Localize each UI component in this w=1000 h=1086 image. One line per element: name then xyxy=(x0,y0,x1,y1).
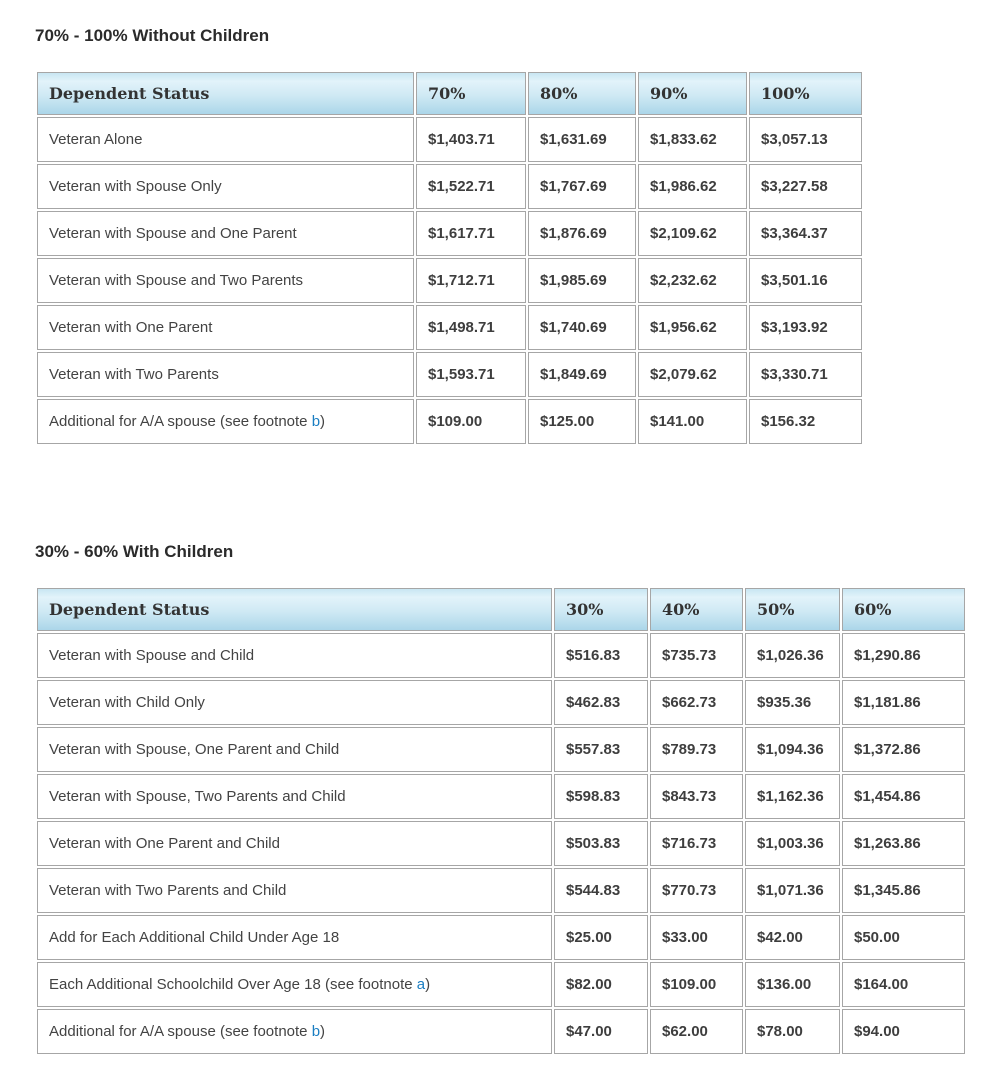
rate-value: $2,232.62 xyxy=(638,258,747,303)
rate-value: $3,227.58 xyxy=(749,164,862,209)
row-label: Veteran with Spouse, One Parent and Child xyxy=(37,727,552,772)
table-row xyxy=(37,821,965,866)
table-row xyxy=(37,680,965,725)
rate-value: $1,593.71 xyxy=(416,352,526,397)
row-label: Veteran Alone xyxy=(37,117,414,162)
rate-table-with-children xyxy=(35,586,967,1056)
rate-value: $3,330.71 xyxy=(749,352,862,397)
table-row xyxy=(37,915,965,960)
rate-value: $62.00 xyxy=(650,1009,743,1054)
rate-value: $3,193.92 xyxy=(749,305,862,350)
rate-value: $1,403.71 xyxy=(416,117,526,162)
table-row xyxy=(37,164,862,209)
column-header-70-percent: 70% xyxy=(416,72,526,115)
rate-value: $136.00 xyxy=(745,962,840,1007)
rate-value: $82.00 xyxy=(554,962,648,1007)
rate-value: $1,498.71 xyxy=(416,305,526,350)
rate-value: $598.83 xyxy=(554,774,648,819)
rate-value: $935.36 xyxy=(745,680,840,725)
row-label: Veteran with Spouse and Two Parents xyxy=(37,258,414,303)
header-row xyxy=(37,72,862,115)
table-row xyxy=(37,1009,965,1054)
rate-value: $789.73 xyxy=(650,727,743,772)
rate-value: $42.00 xyxy=(745,915,840,960)
column-header-50-percent: 50% xyxy=(745,588,840,631)
rate-value: $770.73 xyxy=(650,868,743,913)
table-row xyxy=(37,258,862,303)
rate-value: $516.83 xyxy=(554,633,648,678)
row-label: Veteran with Spouse and One Parent xyxy=(37,211,414,256)
rate-value: $1,263.86 xyxy=(842,821,965,866)
rate-value: $544.83 xyxy=(554,868,648,913)
rate-value: $1,876.69 xyxy=(528,211,636,256)
column-header-60-percent: 60% xyxy=(842,588,965,631)
rate-value: $1,522.71 xyxy=(416,164,526,209)
rate-value: $1,162.36 xyxy=(745,774,840,819)
rate-value: $1,345.86 xyxy=(842,868,965,913)
column-header-90-percent: 90% xyxy=(638,72,747,115)
table-row xyxy=(37,211,862,256)
footnote-link-a[interactable]: a xyxy=(416,976,426,993)
footnote-link-b[interactable]: b xyxy=(311,413,321,430)
row-label: Veteran with Spouse and Child xyxy=(37,633,552,678)
rate-value: $503.83 xyxy=(554,821,648,866)
section-with-children xyxy=(35,542,970,1056)
rate-value: $3,057.13 xyxy=(749,117,862,162)
rate-value: $716.73 xyxy=(650,821,743,866)
rate-value: $50.00 xyxy=(842,915,965,960)
table-row xyxy=(37,352,862,397)
rate-value: $78.00 xyxy=(745,1009,840,1054)
row-label: Additional for A/A spouse (see footnote b) xyxy=(37,1009,552,1054)
rate-value: $1,740.69 xyxy=(528,305,636,350)
table-row xyxy=(37,305,862,350)
section-title-without-children: 70% - 100% Without Children xyxy=(35,26,270,45)
rate-value: $47.00 xyxy=(554,1009,648,1054)
rate-value: $462.83 xyxy=(554,680,648,725)
rate-value: $3,364.37 xyxy=(749,211,862,256)
table-row xyxy=(37,868,965,913)
rate-value: $1,956.62 xyxy=(638,305,747,350)
row-label: Veteran with One Parent xyxy=(37,305,414,350)
column-header-30-percent: 30% xyxy=(554,588,648,631)
rate-value: $1,712.71 xyxy=(416,258,526,303)
rate-value: $125.00 xyxy=(528,399,636,444)
rate-value: $1,617.71 xyxy=(416,211,526,256)
row-label: Veteran with Child Only xyxy=(37,680,552,725)
rate-value: $1,372.86 xyxy=(842,727,965,772)
rate-value: $1,767.69 xyxy=(528,164,636,209)
rate-value: $1,026.36 xyxy=(745,633,840,678)
column-header-dependent-status: Dependent Status xyxy=(37,72,414,115)
rate-value: $33.00 xyxy=(650,915,743,960)
column-header-40-percent: 40% xyxy=(650,588,743,631)
table-row xyxy=(37,774,965,819)
rate-value: $2,079.62 xyxy=(638,352,747,397)
rate-value: $164.00 xyxy=(842,962,965,1007)
rate-value: $94.00 xyxy=(842,1009,965,1054)
row-label: Veteran with Spouse, Two Parents and Child xyxy=(37,774,552,819)
table-row xyxy=(37,727,965,772)
rate-value: $3,501.16 xyxy=(749,258,862,303)
column-header-100-percent: 100% xyxy=(749,72,862,115)
rate-value: $1,003.36 xyxy=(745,821,840,866)
row-label: Veteran with Two Parents xyxy=(37,352,414,397)
rate-value: $25.00 xyxy=(554,915,648,960)
rate-value: $109.00 xyxy=(650,962,743,1007)
rate-value: $1,849.69 xyxy=(528,352,636,397)
row-label: Additional for A/A spouse (see footnote b) xyxy=(37,399,414,444)
row-label: Veteran with One Parent and Child xyxy=(37,821,552,866)
rate-value: $1,986.62 xyxy=(638,164,747,209)
table-row xyxy=(37,962,965,1007)
rate-value: $109.00 xyxy=(416,399,526,444)
rate-value: $1,631.69 xyxy=(528,117,636,162)
rate-value: $2,109.62 xyxy=(638,211,747,256)
rate-value: $156.32 xyxy=(749,399,862,444)
footnote-link-b[interactable]: b xyxy=(311,1023,321,1040)
rate-value: $662.73 xyxy=(650,680,743,725)
rate-value: $557.83 xyxy=(554,727,648,772)
section-without-children xyxy=(35,26,970,446)
rate-value: $1,290.86 xyxy=(842,633,965,678)
header-row xyxy=(37,588,965,631)
table-row xyxy=(37,633,965,678)
rate-value: $141.00 xyxy=(638,399,747,444)
section-title-with-children: 30% - 60% With Children xyxy=(35,542,234,561)
rate-value: $1,181.86 xyxy=(842,680,965,725)
rate-value: $1,833.62 xyxy=(638,117,747,162)
row-label: Each Additional Schoolchild Over Age 18 (see footnote a) xyxy=(37,962,552,1007)
rate-value: $1,985.69 xyxy=(528,258,636,303)
column-header-dependent-status: Dependent Status xyxy=(37,588,552,631)
rate-value: $735.73 xyxy=(650,633,743,678)
table-row xyxy=(37,117,862,162)
rate-value: $1,094.36 xyxy=(745,727,840,772)
row-label: Add for Each Additional Child Under Age 18 xyxy=(37,915,552,960)
column-header-80-percent: 80% xyxy=(528,72,636,115)
rate-value: $1,454.86 xyxy=(842,774,965,819)
rate-table-without-children xyxy=(35,70,864,446)
row-label: Veteran with Two Parents and Child xyxy=(37,868,552,913)
rate-value: $843.73 xyxy=(650,774,743,819)
row-label: Veteran with Spouse Only xyxy=(37,164,414,209)
table-row xyxy=(37,399,862,444)
rate-value: $1,071.36 xyxy=(745,868,840,913)
